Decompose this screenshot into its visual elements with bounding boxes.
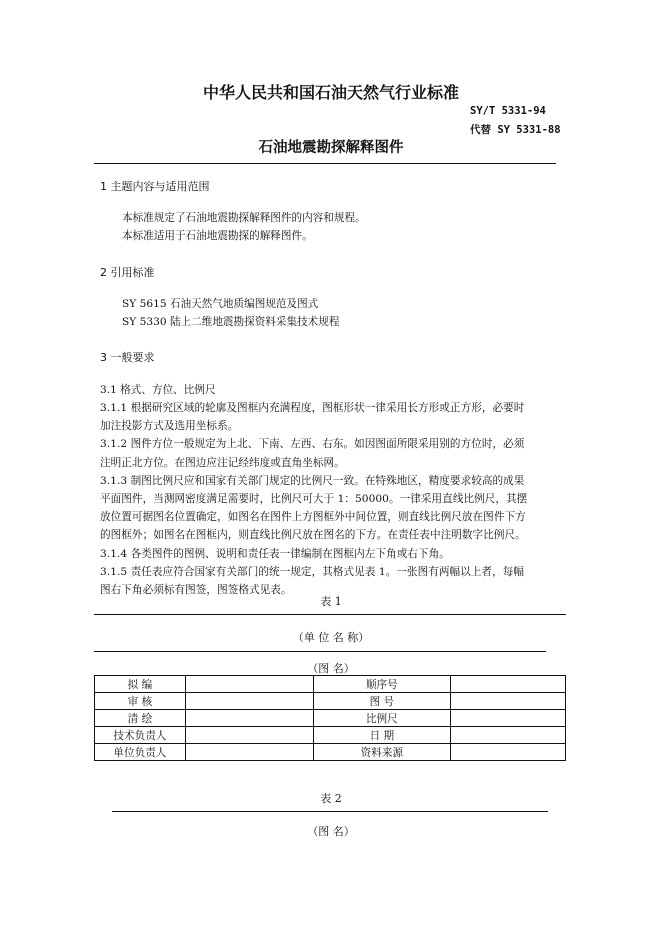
row-label: 技术负责人 xyxy=(95,727,186,744)
value-cell xyxy=(451,676,566,693)
row-label: 清 绘 xyxy=(95,710,186,727)
table-row xyxy=(95,676,566,693)
value-cell xyxy=(185,744,313,761)
para-line: 3.1.3 制图比例尺应和国家有关部门规定的比例尺一致。在特殊地区，精度要求较高的成果 xyxy=(100,474,525,487)
table-row xyxy=(95,727,566,744)
row-label: 单位负责人 xyxy=(95,744,186,761)
row-label: 资料来源 xyxy=(313,744,451,761)
table-2-caption: 表 2 xyxy=(320,792,342,805)
para-line: 图右下角必须标有图签，图签格式见表。 xyxy=(100,584,292,597)
row-label: 图 号 xyxy=(313,693,451,710)
table-row xyxy=(95,710,566,727)
reference-1: SY 5615 石油天然气地质编图规范及图式 xyxy=(122,298,319,310)
para-line: 平面图件，当测网密度满足需要时，比例尺可大于 1：50000。一律采用直线比例尺，其摆 xyxy=(100,493,528,506)
table-2-map-name: （图 名） xyxy=(307,825,355,838)
responsibility-table xyxy=(94,675,566,761)
section-3-1-body xyxy=(100,399,572,599)
section-1-line-2: 本标准适用于石油地震勘探的解释图件。 xyxy=(122,230,313,242)
row-label: 顺序号 xyxy=(313,676,451,693)
para-line: 注明正北方位。在图边应注记经纬度或直角坐标网。 xyxy=(100,456,345,469)
row-label: 拟 编 xyxy=(95,676,186,693)
org-title: 中华人民共和国石油天然气行业标准 xyxy=(202,83,459,102)
para-line: 放位置可据图名位置确定，如图名在图件上方图框外中间位置，则直线比例尺放在图件下方 xyxy=(100,511,526,524)
title-rule xyxy=(94,163,556,164)
table-2-top-rule xyxy=(112,811,548,812)
standard-code: SY/T 5331-94 xyxy=(470,105,546,117)
section-1-heading: 1 主题内容与适用范围 xyxy=(100,180,210,193)
row-label: 日 期 xyxy=(313,727,451,744)
table-1-caption: 表 1 xyxy=(320,595,342,608)
table-1-top-rule xyxy=(94,614,566,615)
para-line: 的图框外；如图名在图框内，则直线比例尺放在图名的下方。在责任表中注明数字比例尺。 xyxy=(100,529,526,542)
section-3-1-heading: 3.1 格式、方位、比例尺 xyxy=(100,384,216,396)
para-line: 3.1.1 根据研究区域的轮廓及图框内充满程度，图框形状一律采用长方形或正方形，必要时 xyxy=(100,402,525,414)
value-cell xyxy=(185,710,313,727)
para-line: 3.1.2 图件方位一般规定为上北、下南、左西、右东。如因图面所限采用别的方位时，必须 xyxy=(100,438,525,451)
replaces-code: 代替 SY 5331-88 xyxy=(470,124,561,136)
para-line: 加注投影方式及选用坐标系。 xyxy=(100,420,239,433)
row-label: 比例尺 xyxy=(313,710,451,727)
row-label: 审 核 xyxy=(95,693,186,710)
reference-2: SY 5330 陆上二维地震勘探资料采集技术规程 xyxy=(122,316,340,328)
value-cell xyxy=(185,676,313,693)
value-cell xyxy=(185,727,313,744)
value-cell xyxy=(451,744,566,761)
table-row xyxy=(95,744,566,761)
value-cell xyxy=(451,710,566,727)
value-cell xyxy=(451,727,566,744)
section-1-line-1: 本标准规定了石油地震勘探解释图件的内容和规程。 xyxy=(122,212,366,224)
para-line: 3.1.4 各类图件的图例、说明和责任表一律编制在图框内左下角或右下角。 xyxy=(100,547,450,560)
section-3-heading: 3 一般要求 xyxy=(100,351,155,364)
table-1-map-name: （图 名） xyxy=(307,662,355,675)
value-cell xyxy=(185,693,313,710)
table-row xyxy=(95,693,566,710)
section-2-heading: 2 引用标准 xyxy=(100,266,155,279)
document-title: 石油地震勘探解释图件 xyxy=(258,140,404,156)
para-line: 3.1.5 责任表应符合国家有关部门的统一规定，其格式见表 1。一张图有两幅以上者，每幅 xyxy=(100,565,525,578)
table-1-mid-rule xyxy=(94,651,546,652)
table-1-unit-name: （单 位 名 称） xyxy=(292,631,370,644)
value-cell xyxy=(451,693,566,710)
